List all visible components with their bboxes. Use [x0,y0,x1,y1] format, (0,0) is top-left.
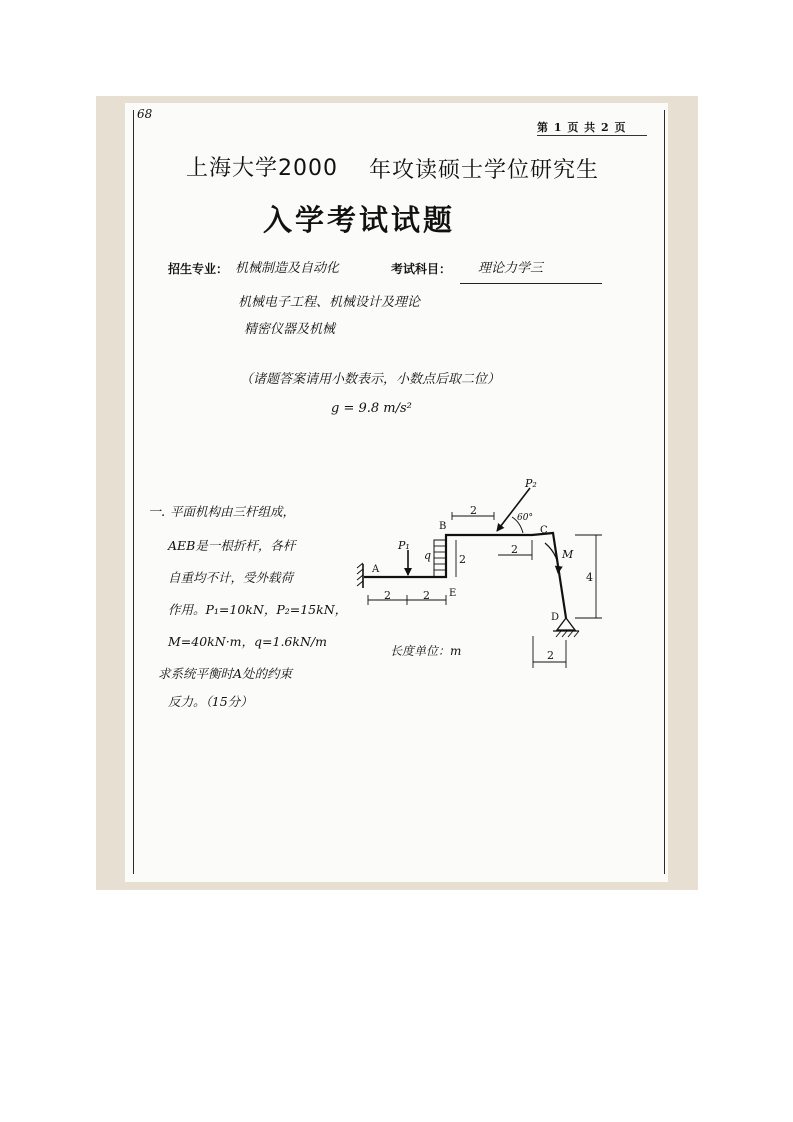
label-a: A [372,564,380,575]
title-main: 入学考试试题 [263,203,456,237]
force-p2 [497,488,530,531]
dim-c-offset: 2 [511,543,518,556]
page-number: 第 1 页 共 2 页 [537,121,627,134]
corner-mark: 68 [137,107,153,121]
subject-label: 考试科目： [391,262,452,276]
problem-line-4: 作用。P₁=10kN，P₂=15kN， [168,602,348,617]
rod-aebcd [364,533,566,618]
unit-note: 长度单位：m [390,644,462,658]
label-e: E [449,588,457,599]
dim-ae-left: 2 [384,589,391,602]
label-p2: P₂ [525,477,537,490]
wall-a-hatch [357,563,363,586]
problem-line-7: 反力。（15分） [168,694,253,709]
label-m: M [562,548,574,561]
problem-number: 一. [148,505,166,520]
support-d [557,618,575,630]
problem-line-3: 自重均不计，受外载荷 [168,570,294,585]
instruction-note: （诸题答案请用小数表示，小数点后取二位） [240,372,501,387]
problem-line-1: 平面机构由三杆组成， [170,504,296,519]
problem-line-6: 求系统平衡时A处的约束 [158,666,293,681]
title-exam-type: 年攻读硕士学位研究生 [369,158,600,183]
gravity-note: g = 9.8 m/s² [331,401,412,416]
major-3: 精密仪器及机械 [244,322,336,337]
dim-b-to-p2: 2 [470,504,477,517]
major-2: 机械电子工程、机械设计及理论 [238,295,421,310]
dim-cd-height: 4 [586,571,593,584]
label-b: B [439,521,447,532]
dim-d-offset: 2 [547,649,554,662]
label-p1: P₁ [398,539,410,552]
subject-value: 理论力学三 [478,261,544,276]
major-1: 机械制造及自动化 [235,261,340,276]
label-q: q [424,549,432,562]
label-c: C [540,525,548,536]
dim-be-height: 2 [459,553,466,566]
label-angle: 60° [517,513,533,523]
major-label: 招生专业： [168,262,229,276]
dim-ae-right: 2 [423,589,430,602]
problem-line-5: M=40kN·m，q=1.6kN/m [168,634,327,649]
title-university-year: 上海大学2000 [186,156,338,181]
problem-line-2: AEB是一根折杆，各杆 [168,538,296,553]
label-d: D [551,612,560,623]
